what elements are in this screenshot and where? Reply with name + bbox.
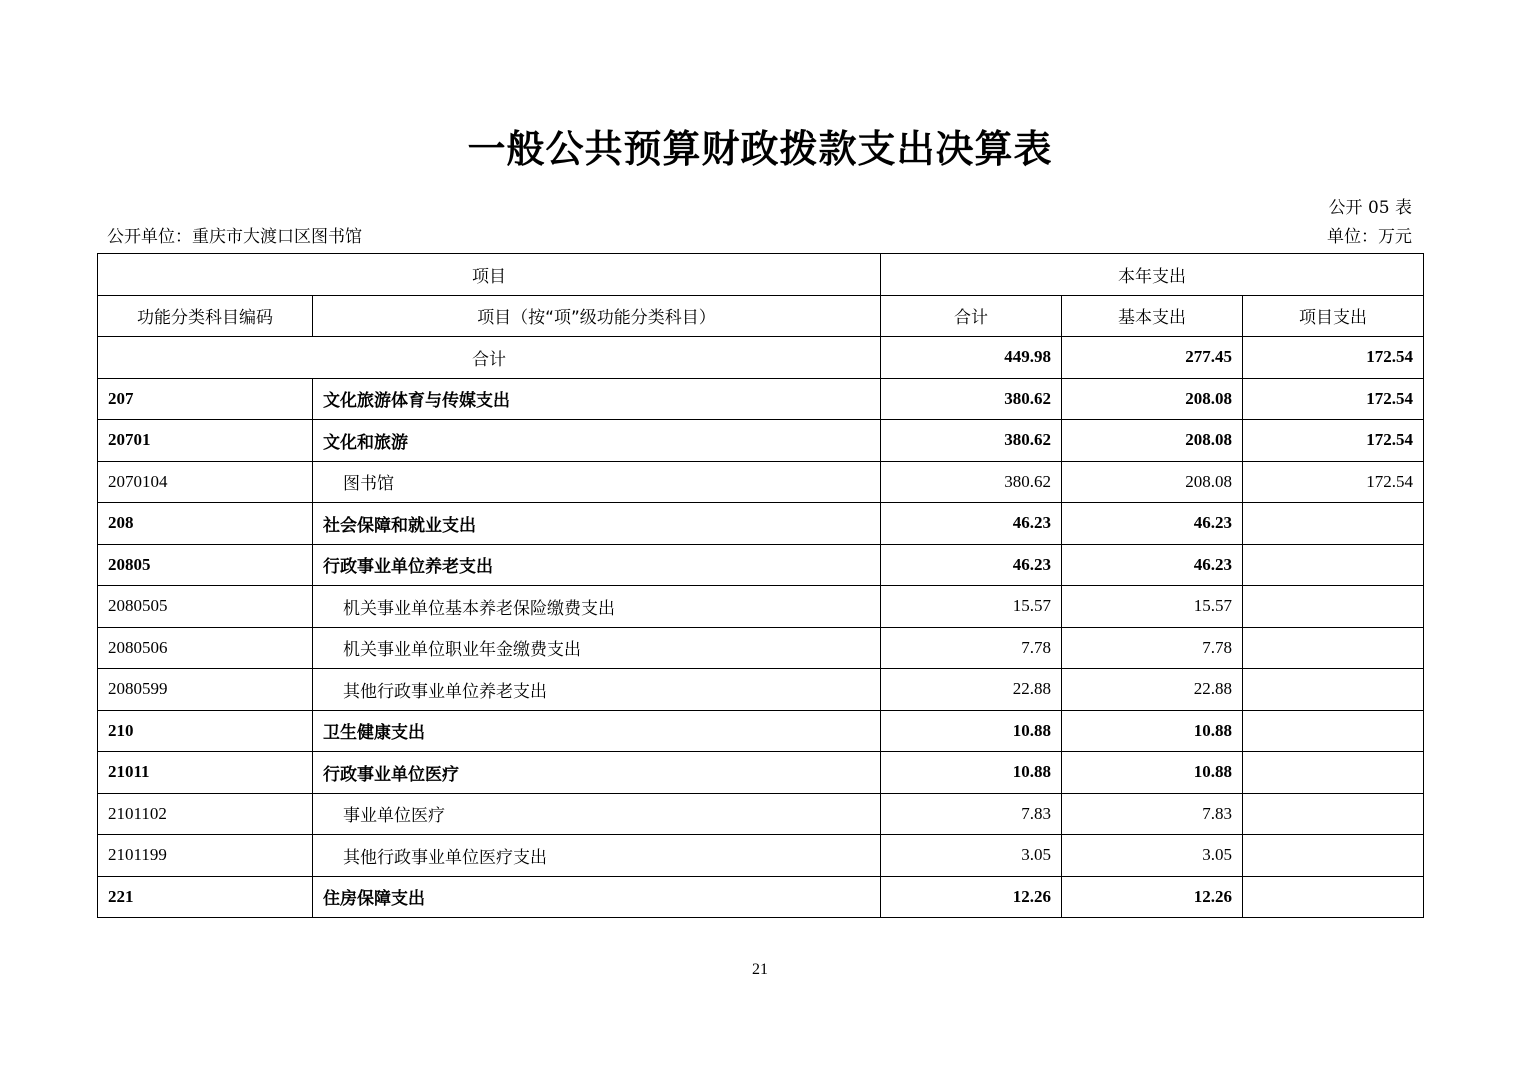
total-basic: 277.45 [1062, 337, 1243, 379]
row-code: 2101102 [98, 793, 313, 835]
row-name: 卫生健康支出 [313, 710, 881, 752]
table-row [98, 544, 1424, 586]
row-code: 2070104 [98, 461, 313, 503]
row-project: 172.54 [1243, 461, 1424, 503]
row-basic: 208.08 [1062, 461, 1243, 503]
table-row [98, 420, 1424, 462]
table-row [98, 710, 1424, 752]
row-total: 22.88 [881, 669, 1062, 711]
row-total: 380.62 [881, 378, 1062, 420]
row-name: 社会保障和就业支出 [313, 503, 881, 545]
table-row [98, 793, 1424, 835]
table-row [98, 669, 1424, 711]
row-code: 20805 [98, 544, 313, 586]
table-row [98, 835, 1424, 877]
row-project [1243, 876, 1424, 918]
row-name: 机关事业单位职业年金缴费支出 [313, 627, 881, 669]
row-code: 2080505 [98, 586, 313, 628]
row-basic: 22.88 [1062, 669, 1243, 711]
row-total: 10.88 [881, 710, 1062, 752]
row-total: 380.62 [881, 420, 1062, 462]
row-code: 2101199 [98, 835, 313, 877]
page-title: 一般公共预算财政拨款支出决算表 [467, 127, 1053, 171]
row-basic: 208.08 [1062, 420, 1243, 462]
reporting-unit: 公开单位：重庆市大渡口区图书馆 [107, 227, 362, 247]
row-project [1243, 669, 1424, 711]
header-project: 项目 [98, 254, 881, 296]
row-basic: 7.83 [1062, 793, 1243, 835]
header-total: 合计 [881, 295, 1062, 337]
table-row [98, 586, 1424, 628]
row-name: 行政事业单位医疗 [313, 752, 881, 794]
table-row [98, 503, 1424, 545]
header-project-expense: 项目支出 [1243, 295, 1424, 337]
row-name: 其他行政事业单位医疗支出 [313, 835, 881, 877]
row-basic: 3.05 [1062, 835, 1243, 877]
table-row [98, 461, 1424, 503]
row-project [1243, 544, 1424, 586]
row-code: 2080599 [98, 669, 313, 711]
row-basic: 15.57 [1062, 586, 1243, 628]
header-current-year: 本年支出 [881, 254, 1424, 296]
row-project [1243, 503, 1424, 545]
table-row [98, 627, 1424, 669]
row-name: 机关事业单位基本养老保险缴费支出 [313, 586, 881, 628]
row-code: 210 [98, 710, 313, 752]
row-basic: 10.88 [1062, 752, 1243, 794]
row-name: 图书馆 [313, 461, 881, 503]
row-total: 10.88 [881, 752, 1062, 794]
total-label: 合计 [98, 337, 881, 379]
row-project [1243, 586, 1424, 628]
total-row [98, 337, 1424, 379]
row-code: 21011 [98, 752, 313, 794]
row-total: 46.23 [881, 503, 1062, 545]
row-basic: 46.23 [1062, 544, 1243, 586]
budget-table [97, 253, 1424, 918]
row-name: 其他行政事业单位养老支出 [313, 669, 881, 711]
row-project: 172.54 [1243, 420, 1424, 462]
row-basic: 12.26 [1062, 876, 1243, 918]
row-name: 行政事业单位养老支出 [313, 544, 881, 586]
row-code: 208 [98, 503, 313, 545]
currency-unit: 单位：万元 [1327, 227, 1412, 247]
row-project [1243, 627, 1424, 669]
row-basic: 7.78 [1062, 627, 1243, 669]
row-basic: 10.88 [1062, 710, 1243, 752]
header-row-1 [98, 254, 1424, 296]
row-total: 380.62 [881, 461, 1062, 503]
table-row [98, 378, 1424, 420]
table-row [98, 752, 1424, 794]
row-basic: 208.08 [1062, 378, 1243, 420]
row-name: 文化旅游体育与传媒支出 [313, 378, 881, 420]
header-row-2 [98, 295, 1424, 337]
total-sum: 449.98 [881, 337, 1062, 379]
row-code: 207 [98, 378, 313, 420]
row-total: 15.57 [881, 586, 1062, 628]
row-total: 12.26 [881, 876, 1062, 918]
row-code: 20701 [98, 420, 313, 462]
row-total: 3.05 [881, 835, 1062, 877]
table-row [98, 876, 1424, 918]
header-item: 项目（按“项”级功能分类科目） [313, 295, 881, 337]
page-number: 21 [752, 961, 768, 978]
row-name: 文化和旅游 [313, 420, 881, 462]
row-total: 7.78 [881, 627, 1062, 669]
row-project [1243, 752, 1424, 794]
row-code: 2080506 [98, 627, 313, 669]
row-total: 7.83 [881, 793, 1062, 835]
row-project: 172.54 [1243, 378, 1424, 420]
row-project [1243, 710, 1424, 752]
row-name: 事业单位医疗 [313, 793, 881, 835]
row-project [1243, 835, 1424, 877]
total-project: 172.54 [1243, 337, 1424, 379]
header-code: 功能分类科目编码 [98, 295, 313, 337]
row-code: 221 [98, 876, 313, 918]
row-total: 46.23 [881, 544, 1062, 586]
form-number: 公开 05 表 [1328, 198, 1412, 218]
row-basic: 46.23 [1062, 503, 1243, 545]
row-project [1243, 793, 1424, 835]
header-basic: 基本支出 [1062, 295, 1243, 337]
row-name: 住房保障支出 [313, 876, 881, 918]
